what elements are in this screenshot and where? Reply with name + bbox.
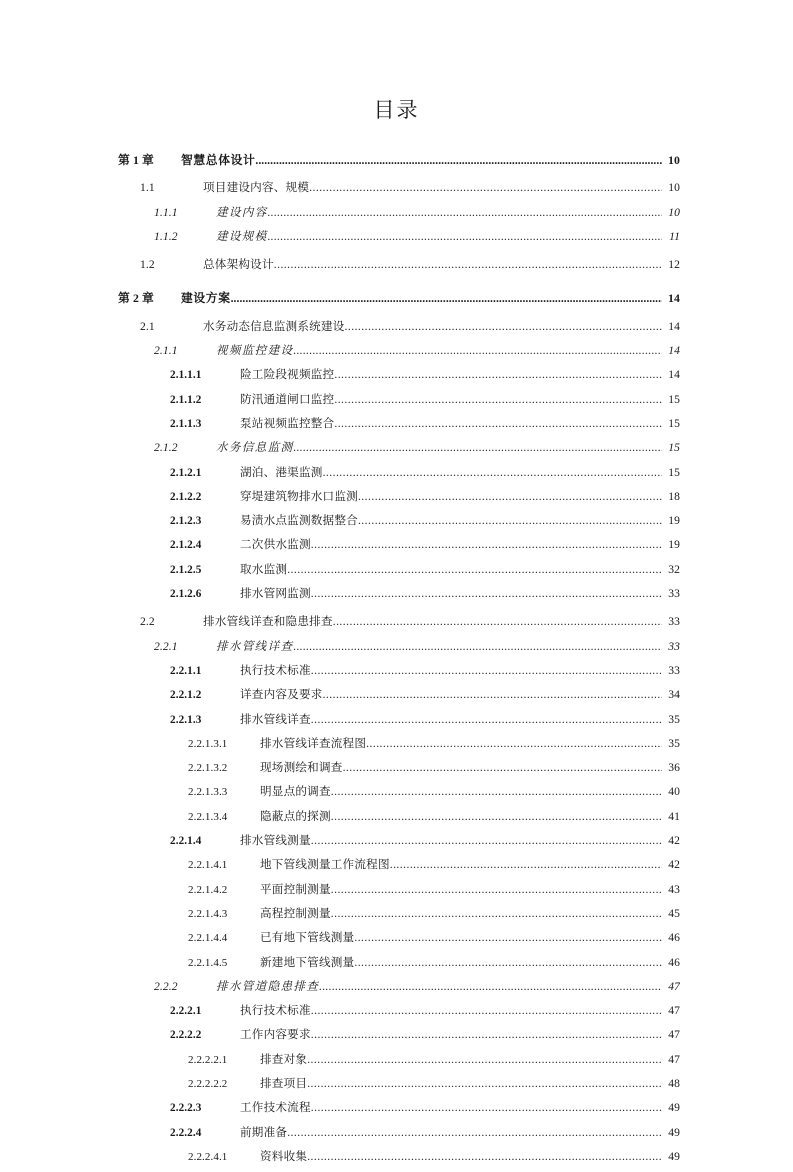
- toc-entry-page-number: 15: [668, 441, 680, 455]
- toc-entry-number: 2.2: [140, 615, 155, 629]
- toc-entry[interactable]: [118, 929, 680, 953]
- toc-dot-leader: [358, 490, 662, 502]
- toc-entry-label: 智慧总体设计: [181, 153, 256, 167]
- toc-dot-leader: [293, 344, 662, 356]
- toc-entry-label: 执行技术标准: [240, 1004, 311, 1018]
- toc-entry-label: 新建地下管线测量: [260, 955, 355, 969]
- toc-dot-leader: [274, 258, 662, 270]
- toc-entry-label: 总体架构设计: [203, 258, 274, 272]
- toc-entry-label: 明显点的调查: [260, 785, 331, 799]
- toc-entry-page-number: 35: [668, 736, 680, 750]
- toc-dot-leader: [311, 1004, 662, 1016]
- toc-dot-leader: [323, 466, 662, 478]
- toc-entry-label: 排水管道隐患排查: [216, 979, 320, 993]
- page-title: 目录: [373, 98, 420, 122]
- toc-entry[interactable]: [118, 342, 680, 366]
- toc-dot-leader: [319, 980, 662, 992]
- toc-entry-number: 2.1.2.4: [170, 539, 202, 552]
- toc-dot-leader: [309, 181, 662, 193]
- toc-entry[interactable]: [118, 856, 680, 880]
- toc-dot-leader: [331, 785, 662, 797]
- toc-entry-page-number: 14: [668, 291, 680, 306]
- toc-entry-label: 视频监控建设: [216, 344, 294, 358]
- toc-entry-label: 建设内容: [216, 205, 268, 219]
- toc-entry-number: 2.2.2.2.2: [188, 1077, 228, 1090]
- toc-entry-page-number: 10: [668, 205, 680, 219]
- toc-entry[interactable]: [118, 179, 680, 203]
- toc-entry-number: 2.2.1: [154, 639, 178, 653]
- toc-entry[interactable]: [118, 561, 680, 585]
- toc-entry-label: 建设规模: [216, 229, 268, 243]
- toc-entry-page-number: 35: [668, 712, 680, 726]
- toc-entry-number: 第 1 章: [118, 153, 154, 167]
- toc-entry-number: 2.1.2.6: [170, 588, 202, 601]
- toc-entry[interactable]: [118, 662, 680, 686]
- toc-entry[interactable]: [118, 1002, 680, 1026]
- toc-entry-number: 2.2.1.4.3: [188, 907, 228, 920]
- toc-entry-page-number: 32: [668, 562, 680, 576]
- toc-entry-page-number: 49: [668, 1149, 680, 1163]
- toc-entry[interactable]: [118, 464, 680, 488]
- toc-entry[interactable]: [118, 289, 680, 313]
- toc-entry-label: 险工险段视频监控: [240, 368, 335, 382]
- toc-entry-label: 水务信息监测: [216, 441, 294, 455]
- toc-entry[interactable]: [118, 881, 680, 905]
- toc-entry-number: 2.1.2.1: [170, 466, 202, 479]
- toc-entry-label: 排水管线详查: [240, 712, 311, 726]
- toc-entry-page-number: 19: [668, 538, 680, 552]
- toc-entry[interactable]: [118, 954, 680, 978]
- toc-dot-leader: [311, 587, 662, 599]
- toc-entry-label: 工作内容要求: [240, 1028, 311, 1042]
- toc-entry[interactable]: [118, 536, 680, 560]
- toc-entry-label: 平面控制测量: [260, 882, 331, 896]
- toc-entry[interactable]: [118, 391, 680, 415]
- toc-entry-label: 地下管线测量工作流程图: [260, 858, 390, 872]
- toc-dot-leader: [311, 713, 662, 725]
- toc-entry[interactable]: [118, 512, 680, 536]
- toc-dot-leader: [311, 834, 662, 846]
- toc-entry-page-number: 46: [668, 955, 680, 969]
- toc-entry-page-number: 15: [668, 465, 680, 479]
- toc-entry[interactable]: [118, 488, 680, 512]
- toc-entry[interactable]: [118, 759, 680, 783]
- toc-entry[interactable]: [118, 415, 680, 439]
- toc-entry-label: 隐蔽点的探测: [260, 809, 331, 823]
- toc-dot-leader: [358, 514, 662, 526]
- toc-dot-leader: [287, 1126, 662, 1138]
- toc-entry-number: 2.2.1.4.5: [188, 956, 228, 969]
- toc-entry-number: 2.2.1.4.4: [188, 932, 228, 945]
- toc-entry-label: 防汛通道闸口监控: [240, 392, 335, 406]
- toc-entry-number: 2.2.2.1: [170, 1005, 202, 1018]
- toc-dot-leader: [354, 956, 662, 968]
- toc-entry[interactable]: [118, 1051, 680, 1075]
- toc-entry[interactable]: [118, 1148, 680, 1172]
- toc-entry[interactable]: [118, 613, 680, 637]
- toc-entry-label: 详查内容及要求: [240, 688, 323, 702]
- toc-entry-label: 资料收集: [260, 1149, 308, 1163]
- toc-entry[interactable]: [118, 585, 680, 609]
- toc-entry-page-number: 15: [668, 416, 680, 430]
- toc-entry-number: 1.1: [140, 181, 155, 195]
- toc-entry-page-number: 48: [668, 1076, 680, 1090]
- toc-entry-label: 排查项目: [260, 1076, 308, 1090]
- toc-entry-number: 2.1.2.3: [170, 515, 202, 528]
- toc-entry[interactable]: [118, 256, 680, 280]
- toc-entry[interactable]: [118, 783, 680, 807]
- toc-dot-leader: [366, 737, 662, 749]
- toc-entry-number: 1.1.1: [154, 205, 178, 219]
- toc-entry[interactable]: [118, 439, 680, 463]
- toc-entry-page-number: 45: [668, 906, 680, 920]
- toc-entry-page-number: 47: [668, 1004, 680, 1018]
- toc-dot-leader: [307, 1053, 662, 1065]
- toc-entry-page-number: 47: [668, 1052, 680, 1066]
- toc-entry-label: 已有地下管线测量: [260, 931, 355, 945]
- toc-entry-label: 工作技术流程: [240, 1101, 311, 1115]
- toc-dot-leader: [331, 810, 662, 822]
- toc-entry-page-number: 12: [668, 258, 680, 272]
- toc-entry[interactable]: [118, 228, 680, 252]
- toc-entry-label: 项目建设内容、规模: [203, 181, 310, 195]
- toc-entry-label: 排水管线测量: [240, 834, 311, 848]
- toc-entry-page-number: 40: [668, 785, 680, 799]
- toc-entry-number: 2.2.2.4.1: [188, 1150, 228, 1163]
- toc-entry-page-number: 10: [668, 181, 680, 195]
- toc-entry-page-number: 33: [668, 615, 680, 629]
- toc-entry-number: 2.2.1.4.1: [188, 859, 228, 872]
- toc-entry-number: 2.2.1.3.1: [188, 737, 228, 750]
- toc-entry-number: 2.1.1.3: [170, 417, 202, 430]
- toc-dot-leader: [323, 688, 662, 700]
- toc-entry[interactable]: [118, 638, 680, 662]
- toc-entry[interactable]: [118, 1124, 680, 1148]
- toc-entry-label: 排水管线详查和隐患排查: [203, 615, 333, 629]
- toc-dot-leader: [287, 563, 662, 575]
- toc-entry[interactable]: [118, 686, 680, 710]
- toc-dot-leader: [345, 320, 662, 332]
- toc-entry-page-number: 49: [668, 1125, 680, 1139]
- toc-dot-leader: [333, 615, 662, 627]
- toc-entry-label: 易渍水点监测数据整合: [240, 514, 358, 528]
- toc-dot-leader: [343, 761, 662, 773]
- toc-entry[interactable]: [118, 1099, 680, 1123]
- toc-entry-number: 2.1.2: [154, 441, 178, 455]
- toc-entry-number: 2.1.1.1: [170, 369, 202, 382]
- toc-entry-number: 2.1: [140, 319, 155, 333]
- toc-entry-page-number: 33: [668, 639, 680, 653]
- toc-entry-number: 2.1.2.2: [170, 490, 202, 503]
- toc-dot-leader: [268, 206, 662, 218]
- toc-entry-number: 2.2.2.2: [170, 1029, 202, 1042]
- toc-entry-number: 2.2.1.4.2: [188, 883, 228, 896]
- toc-entry-number: 第 2 章: [118, 291, 154, 306]
- toc-entry-page-number: 41: [668, 809, 680, 823]
- table-of-contents: [118, 142, 680, 1172]
- toc-entry-label: 穿堤建筑物排水口监测: [240, 489, 358, 503]
- toc-entry-label: 水务动态信息监测系统建设: [203, 319, 345, 333]
- toc-entry[interactable]: [118, 366, 680, 390]
- toc-entry-label: 前期准备: [240, 1125, 288, 1139]
- toc-entry-page-number: 46: [668, 931, 680, 945]
- toc-entry-label: 现场测绘和调查: [260, 761, 343, 775]
- toc-entry-page-number: 14: [668, 319, 680, 333]
- toc-entry[interactable]: [118, 978, 680, 1002]
- toc-entry-number: 2.1.1: [154, 344, 178, 358]
- toc-entry-page-number: 14: [668, 368, 680, 382]
- toc-dot-leader: [293, 441, 662, 453]
- toc-entry-label: 执行技术标准: [240, 663, 311, 677]
- toc-entry-page-number: 49: [668, 1101, 680, 1115]
- toc-dot-leader: [311, 1101, 662, 1113]
- toc-entry-label: 泵站视频监控整合: [240, 416, 335, 430]
- toc-entry-label: 二次供水监测: [240, 538, 311, 552]
- toc-dot-leader: [307, 1150, 662, 1162]
- toc-entry-page-number: 42: [668, 834, 680, 848]
- toc-entry[interactable]: [118, 808, 680, 832]
- toc-entry-label: 排水管线详查: [216, 639, 294, 653]
- toc-entry[interactable]: [118, 832, 680, 856]
- toc-entry-page-number: 42: [668, 858, 680, 872]
- toc-dot-leader: [390, 858, 662, 870]
- toc-entry-number: 2.2.1.3.3: [188, 786, 228, 799]
- toc-entry-number: 2.1.1.2: [170, 393, 202, 406]
- toc-dot-leader: [311, 1028, 662, 1040]
- toc-entry-page-number: 10: [668, 153, 680, 167]
- toc-entry-number: 1.1.2: [154, 229, 178, 243]
- toc-dot-leader: [334, 417, 662, 429]
- toc-entry-label: 排查对象: [260, 1052, 308, 1066]
- toc-dot-leader: [293, 640, 662, 652]
- toc-entry[interactable]: [118, 735, 680, 759]
- toc-entry[interactable]: [118, 1075, 680, 1099]
- toc-dot-leader: [231, 292, 662, 304]
- toc-entry-page-number: 36: [668, 761, 680, 775]
- toc-dot-leader: [334, 393, 662, 405]
- toc-dot-leader: [334, 368, 662, 380]
- toc-entry-number: 1.2: [140, 258, 155, 272]
- toc-entry-page-number: 18: [668, 489, 680, 503]
- toc-entry-number: 2.2.1.3.4: [188, 810, 228, 823]
- toc-entry-page-number: 47: [668, 1028, 680, 1042]
- toc-entry-label: 建设方案: [181, 291, 231, 306]
- toc-dot-leader: [268, 230, 662, 242]
- toc-entry-number: 2.2.2.2.1: [188, 1053, 228, 1066]
- toc-entry-page-number: 47: [668, 979, 680, 993]
- toc-entry-number: 2.2.1.2: [170, 689, 202, 702]
- toc-entry[interactable]: [118, 151, 680, 175]
- toc-entry-number: 2.2.2: [154, 979, 178, 993]
- toc-entry-label: 湖泊、港渠监测: [240, 465, 323, 479]
- toc-entry-number: 2.2.1.3: [170, 713, 202, 726]
- toc-entry-number: 2.2.2.4: [170, 1126, 202, 1139]
- toc-entry-number: 2.2.1.1: [170, 664, 202, 677]
- toc-entry[interactable]: [118, 318, 680, 342]
- toc-entry[interactable]: [118, 711, 680, 735]
- toc-dot-leader: [311, 538, 662, 550]
- toc-entry-page-number: 19: [668, 514, 680, 528]
- toc-entry-page-number: 34: [668, 688, 680, 702]
- toc-entry-number: 2.1.2.5: [170, 563, 202, 576]
- toc-entry-page-number: 15: [668, 392, 680, 406]
- toc-entry-page-number: 43: [668, 882, 680, 896]
- toc-dot-leader: [307, 1077, 662, 1089]
- toc-entry-page-number: 11: [669, 229, 680, 243]
- toc-dot-leader: [354, 931, 662, 943]
- toc-dot-leader: [311, 664, 662, 676]
- toc-entry-label: 取水监测: [240, 562, 288, 576]
- toc-entry-page-number: 33: [668, 663, 680, 677]
- toc-entry-number: 2.2.1.3.2: [188, 762, 228, 775]
- toc-entry-number: 2.2.1.4: [170, 835, 202, 848]
- toc-dot-leader: [331, 907, 662, 919]
- toc-entry[interactable]: [118, 204, 680, 228]
- toc-dot-leader: [331, 883, 662, 895]
- toc-entry-label: 高程控制测量: [260, 906, 331, 920]
- toc-entry-page-number: 33: [668, 587, 680, 601]
- toc-entry-label: 排水管线详查流程图: [260, 736, 367, 750]
- toc-entry-page-number: 14: [668, 344, 680, 358]
- toc-entry[interactable]: [118, 905, 680, 929]
- toc-entry-number: 2.2.2.3: [170, 1102, 202, 1115]
- toc-entry[interactable]: [118, 1026, 680, 1050]
- toc-entry-label: 排水管网监测: [240, 587, 311, 601]
- toc-dot-leader: [255, 154, 662, 166]
